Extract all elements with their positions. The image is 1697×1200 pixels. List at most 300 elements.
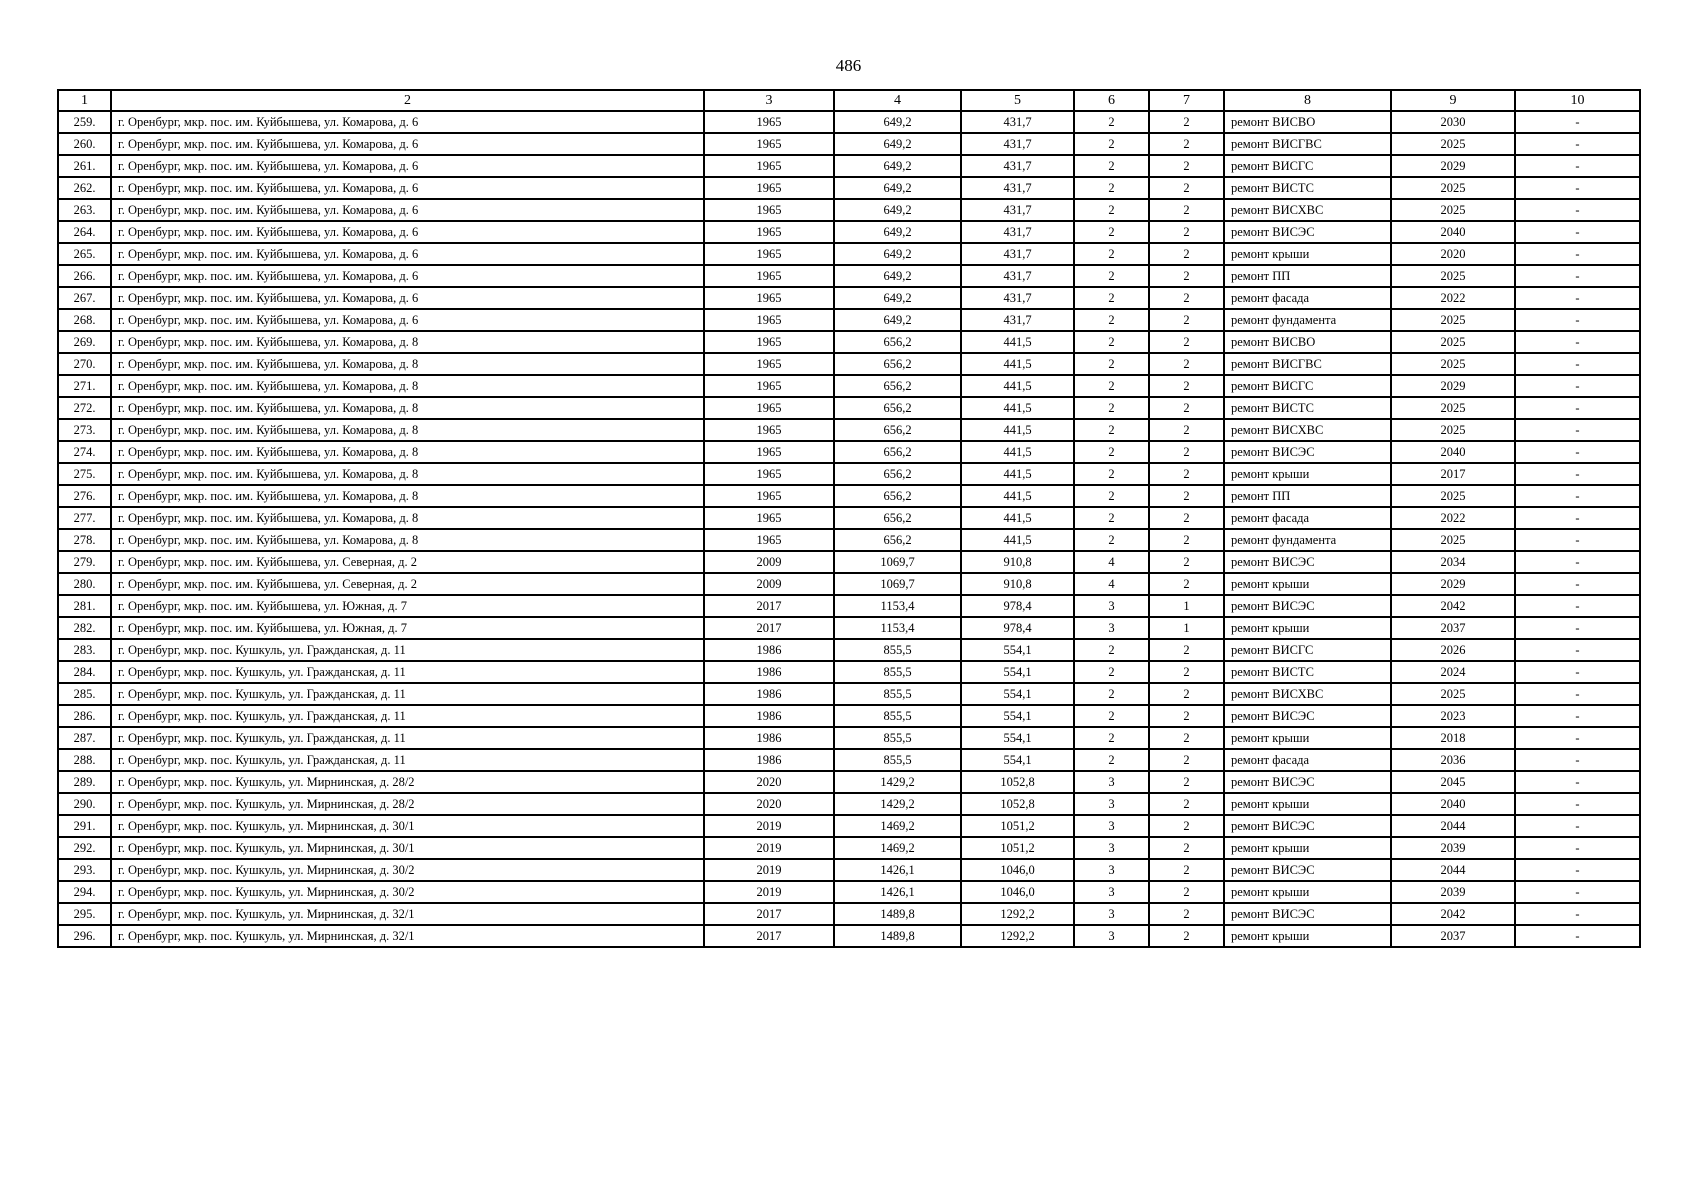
cell-living-area: 431,7 bbox=[961, 199, 1074, 221]
cell-row-number: 293. bbox=[58, 859, 111, 881]
cell-row-number: 278. bbox=[58, 529, 111, 551]
cell-floors: 2 bbox=[1074, 331, 1149, 353]
cell-entrances: 2 bbox=[1149, 375, 1224, 397]
cell-planned-year: 2025 bbox=[1391, 199, 1515, 221]
table-row bbox=[58, 485, 1640, 507]
table-body bbox=[58, 111, 1640, 947]
cell-address: г. Оренбург, мкр. пос. им. Куйбышева, ул. Комарова, д. 8 bbox=[111, 331, 704, 353]
cell-work-type: ремонт ВИСЭС bbox=[1224, 903, 1391, 925]
cell-planned-year: 2034 bbox=[1391, 551, 1515, 573]
cell-living-area: 441,5 bbox=[961, 419, 1074, 441]
cell-planned-year: 2025 bbox=[1391, 353, 1515, 375]
cell-note: - bbox=[1515, 375, 1640, 397]
cell-work-type: ремонт крыши bbox=[1224, 881, 1391, 903]
cell-note: - bbox=[1515, 265, 1640, 287]
cell-row-number: 289. bbox=[58, 771, 111, 793]
cell-address: г. Оренбург, мкр. пос. Кушкуль, ул. Гражданская, д. 11 bbox=[111, 749, 704, 771]
cell-total-area: 656,2 bbox=[834, 331, 961, 353]
cell-work-type: ремонт ВИСГС bbox=[1224, 155, 1391, 177]
cell-living-area: 441,5 bbox=[961, 375, 1074, 397]
cell-work-type: ремонт крыши bbox=[1224, 243, 1391, 265]
cell-entrances: 2 bbox=[1149, 771, 1224, 793]
cell-total-area: 855,5 bbox=[834, 639, 961, 661]
cell-floors: 2 bbox=[1074, 441, 1149, 463]
cell-total-area: 649,2 bbox=[834, 309, 961, 331]
cell-living-area: 1046,0 bbox=[961, 859, 1074, 881]
cell-living-area: 431,7 bbox=[961, 287, 1074, 309]
cell-note: - bbox=[1515, 749, 1640, 771]
cell-address: г. Оренбург, мкр. пос. им. Куйбышева, ул. Комарова, д. 8 bbox=[111, 529, 704, 551]
cell-work-type: ремонт крыши bbox=[1224, 837, 1391, 859]
cell-entrances: 2 bbox=[1149, 551, 1224, 573]
cell-floors: 2 bbox=[1074, 265, 1149, 287]
cell-total-area: 649,2 bbox=[834, 133, 961, 155]
cell-total-area: 1426,1 bbox=[834, 881, 961, 903]
cell-planned-year: 2040 bbox=[1391, 441, 1515, 463]
cell-address: г. Оренбург, мкр. пос. им. Куйбышева, ул. Южная, д. 7 bbox=[111, 617, 704, 639]
cell-year-built: 1965 bbox=[704, 133, 834, 155]
cell-entrances: 2 bbox=[1149, 441, 1224, 463]
cell-note: - bbox=[1515, 221, 1640, 243]
cell-planned-year: 2018 bbox=[1391, 727, 1515, 749]
cell-year-built: 2017 bbox=[704, 903, 834, 925]
cell-note: - bbox=[1515, 837, 1640, 859]
cell-address: г. Оренбург, мкр. пос. Кушкуль, ул. Гражданская, д. 11 bbox=[111, 639, 704, 661]
cell-row-number: 272. bbox=[58, 397, 111, 419]
cell-living-area: 1292,2 bbox=[961, 925, 1074, 947]
cell-row-number: 262. bbox=[58, 177, 111, 199]
cell-year-built: 1965 bbox=[704, 287, 834, 309]
cell-row-number: 275. bbox=[58, 463, 111, 485]
cell-planned-year: 2025 bbox=[1391, 177, 1515, 199]
cell-planned-year: 2025 bbox=[1391, 485, 1515, 507]
cell-total-area: 656,2 bbox=[834, 419, 961, 441]
cell-floors: 2 bbox=[1074, 287, 1149, 309]
cell-entrances: 2 bbox=[1149, 639, 1224, 661]
cell-note: - bbox=[1515, 793, 1640, 815]
cell-note: - bbox=[1515, 639, 1640, 661]
table-row bbox=[58, 881, 1640, 903]
cell-floors: 2 bbox=[1074, 155, 1149, 177]
table-row bbox=[58, 397, 1640, 419]
cell-planned-year: 2024 bbox=[1391, 661, 1515, 683]
cell-note: - bbox=[1515, 661, 1640, 683]
cell-floors: 2 bbox=[1074, 705, 1149, 727]
table-row bbox=[58, 177, 1640, 199]
cell-address: г. Оренбург, мкр. пос. им. Куйбышева, ул. Комарова, д. 6 bbox=[111, 243, 704, 265]
cell-entrances: 2 bbox=[1149, 661, 1224, 683]
cell-work-type: ремонт крыши bbox=[1224, 463, 1391, 485]
cell-row-number: 271. bbox=[58, 375, 111, 397]
cell-planned-year: 2037 bbox=[1391, 617, 1515, 639]
cell-work-type: ремонт крыши bbox=[1224, 925, 1391, 947]
cell-address: г. Оренбург, мкр. пос. Кушкуль, ул. Гражданская, д. 11 bbox=[111, 661, 704, 683]
cell-planned-year: 2020 bbox=[1391, 243, 1515, 265]
table-row bbox=[58, 529, 1640, 551]
cell-address: г. Оренбург, мкр. пос. им. Куйбышева, ул. Комарова, д. 6 bbox=[111, 133, 704, 155]
cell-note: - bbox=[1515, 771, 1640, 793]
cell-living-area: 554,1 bbox=[961, 683, 1074, 705]
cell-total-area: 656,2 bbox=[834, 353, 961, 375]
cell-floors: 3 bbox=[1074, 815, 1149, 837]
cell-row-number: 261. bbox=[58, 155, 111, 177]
table-header-row bbox=[58, 90, 1640, 111]
cell-note: - bbox=[1515, 881, 1640, 903]
table-row bbox=[58, 309, 1640, 331]
cell-row-number: 294. bbox=[58, 881, 111, 903]
cell-row-number: 267. bbox=[58, 287, 111, 309]
cell-floors: 2 bbox=[1074, 727, 1149, 749]
cell-total-area: 855,5 bbox=[834, 661, 961, 683]
cell-entrances: 2 bbox=[1149, 881, 1224, 903]
cell-planned-year: 2025 bbox=[1391, 265, 1515, 287]
cell-work-type: ремонт фундамента bbox=[1224, 309, 1391, 331]
cell-address: г. Оренбург, мкр. пос. им. Куйбышева, ул. Южная, д. 7 bbox=[111, 595, 704, 617]
table-row bbox=[58, 595, 1640, 617]
cell-living-area: 1051,2 bbox=[961, 837, 1074, 859]
cell-living-area: 431,7 bbox=[961, 133, 1074, 155]
cell-planned-year: 2025 bbox=[1391, 331, 1515, 353]
cell-floors: 3 bbox=[1074, 859, 1149, 881]
cell-year-built: 1965 bbox=[704, 331, 834, 353]
table-row bbox=[58, 903, 1640, 925]
cell-year-built: 2017 bbox=[704, 925, 834, 947]
cell-note: - bbox=[1515, 903, 1640, 925]
cell-row-number: 266. bbox=[58, 265, 111, 287]
column-header-9: 9 bbox=[1391, 90, 1515, 111]
cell-planned-year: 2042 bbox=[1391, 903, 1515, 925]
cell-note: - bbox=[1515, 617, 1640, 639]
cell-planned-year: 2026 bbox=[1391, 639, 1515, 661]
table-row bbox=[58, 683, 1640, 705]
cell-planned-year: 2037 bbox=[1391, 925, 1515, 947]
cell-floors: 2 bbox=[1074, 199, 1149, 221]
cell-year-built: 1965 bbox=[704, 529, 834, 551]
table-row bbox=[58, 507, 1640, 529]
cell-address: г. Оренбург, мкр. пос. Кушкуль, ул. Гражданская, д. 11 bbox=[111, 683, 704, 705]
cell-total-area: 656,2 bbox=[834, 463, 961, 485]
cell-year-built: 2019 bbox=[704, 859, 834, 881]
cell-floors: 2 bbox=[1074, 485, 1149, 507]
cell-entrances: 2 bbox=[1149, 837, 1224, 859]
cell-living-area: 431,7 bbox=[961, 265, 1074, 287]
cell-living-area: 554,1 bbox=[961, 705, 1074, 727]
cell-living-area: 1292,2 bbox=[961, 903, 1074, 925]
cell-address: г. Оренбург, мкр. пос. им. Куйбышева, ул. Комарова, д. 6 bbox=[111, 265, 704, 287]
cell-work-type: ремонт ВИСГС bbox=[1224, 375, 1391, 397]
cell-address: г. Оренбург, мкр. пос. Кушкуль, ул. Мирнинская, д. 30/2 bbox=[111, 859, 704, 881]
cell-address: г. Оренбург, мкр. пос. им. Куйбышева, ул. Северная, д. 2 bbox=[111, 551, 704, 573]
cell-address: г. Оренбург, мкр. пос. им. Куйбышева, ул. Комарова, д. 6 bbox=[111, 199, 704, 221]
cell-note: - bbox=[1515, 551, 1640, 573]
cell-year-built: 1965 bbox=[704, 309, 834, 331]
cell-note: - bbox=[1515, 727, 1640, 749]
cell-planned-year: 2044 bbox=[1391, 815, 1515, 837]
table-row bbox=[58, 353, 1640, 375]
cell-living-area: 441,5 bbox=[961, 529, 1074, 551]
cell-living-area: 554,1 bbox=[961, 727, 1074, 749]
cell-entrances: 2 bbox=[1149, 463, 1224, 485]
cell-entrances: 2 bbox=[1149, 397, 1224, 419]
cell-note: - bbox=[1515, 309, 1640, 331]
cell-work-type: ремонт ВИСГВС bbox=[1224, 133, 1391, 155]
cell-note: - bbox=[1515, 815, 1640, 837]
cell-total-area: 649,2 bbox=[834, 265, 961, 287]
cell-total-area: 649,2 bbox=[834, 221, 961, 243]
cell-year-built: 1965 bbox=[704, 375, 834, 397]
cell-work-type: ремонт крыши bbox=[1224, 617, 1391, 639]
cell-living-area: 910,8 bbox=[961, 551, 1074, 573]
cell-work-type: ремонт фасада bbox=[1224, 287, 1391, 309]
cell-row-number: 287. bbox=[58, 727, 111, 749]
cell-floors: 2 bbox=[1074, 463, 1149, 485]
cell-living-area: 554,1 bbox=[961, 749, 1074, 771]
cell-row-number: 284. bbox=[58, 661, 111, 683]
cell-year-built: 2009 bbox=[704, 573, 834, 595]
column-header-4: 4 bbox=[834, 90, 961, 111]
table-row bbox=[58, 155, 1640, 177]
cell-work-type: ремонт ПП bbox=[1224, 265, 1391, 287]
cell-note: - bbox=[1515, 287, 1640, 309]
cell-planned-year: 2029 bbox=[1391, 375, 1515, 397]
cell-address: г. Оренбург, мкр. пос. Кушкуль, ул. Мирнинская, д. 28/2 bbox=[111, 771, 704, 793]
cell-year-built: 1986 bbox=[704, 639, 834, 661]
cell-planned-year: 2025 bbox=[1391, 397, 1515, 419]
cell-living-area: 441,5 bbox=[961, 353, 1074, 375]
cell-note: - bbox=[1515, 331, 1640, 353]
cell-floors: 2 bbox=[1074, 243, 1149, 265]
cell-year-built: 1965 bbox=[704, 265, 834, 287]
cell-floors: 2 bbox=[1074, 221, 1149, 243]
cell-living-area: 1052,8 bbox=[961, 771, 1074, 793]
cell-planned-year: 2040 bbox=[1391, 793, 1515, 815]
cell-year-built: 2020 bbox=[704, 793, 834, 815]
cell-note: - bbox=[1515, 705, 1640, 727]
cell-entrances: 2 bbox=[1149, 903, 1224, 925]
cell-work-type: ремонт фасада bbox=[1224, 749, 1391, 771]
table-row bbox=[58, 727, 1640, 749]
cell-address: г. Оренбург, мкр. пос. им. Куйбышева, ул. Комарова, д. 8 bbox=[111, 485, 704, 507]
cell-living-area: 441,5 bbox=[961, 485, 1074, 507]
cell-entrances: 2 bbox=[1149, 727, 1224, 749]
cell-total-area: 855,5 bbox=[834, 727, 961, 749]
table-row bbox=[58, 661, 1640, 683]
page-number: 486 bbox=[835, 56, 862, 75]
cell-year-built: 2019 bbox=[704, 881, 834, 903]
cell-planned-year: 2025 bbox=[1391, 133, 1515, 155]
cell-total-area: 656,2 bbox=[834, 441, 961, 463]
cell-entrances: 2 bbox=[1149, 111, 1224, 133]
cell-living-area: 978,4 bbox=[961, 617, 1074, 639]
cell-address: г. Оренбург, мкр. пос. Кушкуль, ул. Гражданская, д. 11 bbox=[111, 727, 704, 749]
table-row bbox=[58, 133, 1640, 155]
cell-total-area: 1489,8 bbox=[834, 925, 961, 947]
cell-row-number: 263. bbox=[58, 199, 111, 221]
cell-row-number: 279. bbox=[58, 551, 111, 573]
cell-entrances: 2 bbox=[1149, 683, 1224, 705]
cell-floors: 2 bbox=[1074, 661, 1149, 683]
cell-living-area: 978,4 bbox=[961, 595, 1074, 617]
cell-planned-year: 2029 bbox=[1391, 573, 1515, 595]
cell-note: - bbox=[1515, 529, 1640, 551]
cell-row-number: 280. bbox=[58, 573, 111, 595]
table-row bbox=[58, 925, 1640, 947]
cell-living-area: 1051,2 bbox=[961, 815, 1074, 837]
cell-living-area: 441,5 bbox=[961, 331, 1074, 353]
column-header-5: 5 bbox=[961, 90, 1074, 111]
cell-address: г. Оренбург, мкр. пос. им. Куйбышева, ул. Комарова, д. 6 bbox=[111, 155, 704, 177]
cell-work-type: ремонт ВИСВО bbox=[1224, 331, 1391, 353]
cell-planned-year: 2045 bbox=[1391, 771, 1515, 793]
cell-note: - bbox=[1515, 463, 1640, 485]
cell-address: г. Оренбург, мкр. пос. им. Куйбышева, ул. Комарова, д. 8 bbox=[111, 441, 704, 463]
cell-year-built: 2019 bbox=[704, 815, 834, 837]
cell-work-type: ремонт крыши bbox=[1224, 727, 1391, 749]
cell-note: - bbox=[1515, 111, 1640, 133]
cell-work-type: ремонт ВИСГВС bbox=[1224, 353, 1391, 375]
cell-work-type: ремонт ПП bbox=[1224, 485, 1391, 507]
cell-living-area: 431,7 bbox=[961, 221, 1074, 243]
cell-row-number: 281. bbox=[58, 595, 111, 617]
cell-address: г. Оренбург, мкр. пос. им. Куйбышева, ул. Комарова, д. 6 bbox=[111, 309, 704, 331]
table-row bbox=[58, 221, 1640, 243]
cell-note: - bbox=[1515, 397, 1640, 419]
cell-work-type: ремонт крыши bbox=[1224, 793, 1391, 815]
table-row bbox=[58, 419, 1640, 441]
cell-floors: 3 bbox=[1074, 595, 1149, 617]
cell-total-area: 656,2 bbox=[834, 397, 961, 419]
table-row bbox=[58, 243, 1640, 265]
cell-note: - bbox=[1515, 177, 1640, 199]
cell-planned-year: 2040 bbox=[1391, 221, 1515, 243]
cell-entrances: 2 bbox=[1149, 155, 1224, 177]
cell-work-type: ремонт ВИСЭС bbox=[1224, 441, 1391, 463]
repair-schedule-table bbox=[57, 89, 1641, 948]
column-header-3: 3 bbox=[704, 90, 834, 111]
cell-row-number: 269. bbox=[58, 331, 111, 353]
cell-floors: 2 bbox=[1074, 309, 1149, 331]
cell-row-number: 276. bbox=[58, 485, 111, 507]
cell-living-area: 431,7 bbox=[961, 111, 1074, 133]
cell-work-type: ремонт ВИСТС bbox=[1224, 661, 1391, 683]
cell-work-type: ремонт ВИСЭС bbox=[1224, 595, 1391, 617]
cell-note: - bbox=[1515, 243, 1640, 265]
cell-floors: 3 bbox=[1074, 903, 1149, 925]
cell-living-area: 1046,0 bbox=[961, 881, 1074, 903]
cell-row-number: 292. bbox=[58, 837, 111, 859]
cell-address: г. Оренбург, мкр. пос. Кушкуль, ул. Мирнинская, д. 30/2 bbox=[111, 881, 704, 903]
cell-floors: 3 bbox=[1074, 771, 1149, 793]
cell-planned-year: 2039 bbox=[1391, 881, 1515, 903]
cell-work-type: ремонт ВИСЭС bbox=[1224, 221, 1391, 243]
cell-floors: 3 bbox=[1074, 617, 1149, 639]
cell-work-type: ремонт ВИСЭС bbox=[1224, 771, 1391, 793]
cell-work-type: ремонт фасада bbox=[1224, 507, 1391, 529]
cell-planned-year: 2025 bbox=[1391, 529, 1515, 551]
cell-floors: 2 bbox=[1074, 375, 1149, 397]
cell-total-area: 649,2 bbox=[834, 243, 961, 265]
cell-floors: 2 bbox=[1074, 397, 1149, 419]
cell-entrances: 2 bbox=[1149, 573, 1224, 595]
cell-living-area: 554,1 bbox=[961, 661, 1074, 683]
cell-year-built: 1965 bbox=[704, 507, 834, 529]
table-row bbox=[58, 639, 1640, 661]
cell-entrances: 2 bbox=[1149, 331, 1224, 353]
table-row bbox=[58, 749, 1640, 771]
cell-floors: 2 bbox=[1074, 529, 1149, 551]
cell-living-area: 441,5 bbox=[961, 441, 1074, 463]
cell-living-area: 441,5 bbox=[961, 397, 1074, 419]
cell-total-area: 1469,2 bbox=[834, 837, 961, 859]
cell-note: - bbox=[1515, 595, 1640, 617]
cell-entrances: 2 bbox=[1149, 925, 1224, 947]
cell-note: - bbox=[1515, 507, 1640, 529]
cell-address: г. Оренбург, мкр. пос. им. Куйбышева, ул. Комарова, д. 6 bbox=[111, 111, 704, 133]
cell-work-type: ремонт ВИСХВС bbox=[1224, 419, 1391, 441]
cell-living-area: 431,7 bbox=[961, 155, 1074, 177]
cell-floors: 2 bbox=[1074, 133, 1149, 155]
cell-address: г. Оренбург, мкр. пос. им. Куйбышева, ул. Комарова, д. 8 bbox=[111, 397, 704, 419]
cell-address: г. Оренбург, мкр. пос. Кушкуль, ул. Мирнинская, д. 28/2 bbox=[111, 793, 704, 815]
cell-entrances: 2 bbox=[1149, 529, 1224, 551]
column-header-10: 10 bbox=[1515, 90, 1640, 111]
cell-address: г. Оренбург, мкр. пос. им. Куйбышева, ул. Комарова, д. 8 bbox=[111, 375, 704, 397]
table-row bbox=[58, 617, 1640, 639]
cell-planned-year: 2025 bbox=[1391, 419, 1515, 441]
cell-row-number: 283. bbox=[58, 639, 111, 661]
cell-row-number: 291. bbox=[58, 815, 111, 837]
cell-entrances: 2 bbox=[1149, 199, 1224, 221]
cell-entrances: 2 bbox=[1149, 705, 1224, 727]
cell-entrances: 2 bbox=[1149, 815, 1224, 837]
cell-year-built: 1965 bbox=[704, 485, 834, 507]
cell-entrances: 1 bbox=[1149, 595, 1224, 617]
cell-note: - bbox=[1515, 419, 1640, 441]
cell-year-built: 1965 bbox=[704, 199, 834, 221]
cell-year-built: 1986 bbox=[704, 683, 834, 705]
table-row bbox=[58, 111, 1640, 133]
cell-year-built: 1986 bbox=[704, 661, 834, 683]
cell-row-number: 288. bbox=[58, 749, 111, 771]
cell-row-number: 260. bbox=[58, 133, 111, 155]
cell-total-area: 1426,1 bbox=[834, 859, 961, 881]
cell-entrances: 2 bbox=[1149, 177, 1224, 199]
cell-total-area: 855,5 bbox=[834, 749, 961, 771]
cell-note: - bbox=[1515, 199, 1640, 221]
cell-total-area: 649,2 bbox=[834, 287, 961, 309]
cell-total-area: 1469,2 bbox=[834, 815, 961, 837]
cell-note: - bbox=[1515, 353, 1640, 375]
cell-total-area: 649,2 bbox=[834, 111, 961, 133]
cell-year-built: 2017 bbox=[704, 595, 834, 617]
cell-address: г. Оренбург, мкр. пос. им. Куйбышева, ул. Комарова, д. 6 bbox=[111, 177, 704, 199]
cell-year-built: 2019 bbox=[704, 837, 834, 859]
cell-note: - bbox=[1515, 133, 1640, 155]
cell-living-area: 554,1 bbox=[961, 639, 1074, 661]
column-header-7: 7 bbox=[1149, 90, 1224, 111]
table-row bbox=[58, 287, 1640, 309]
table-row bbox=[58, 573, 1640, 595]
cell-planned-year: 2029 bbox=[1391, 155, 1515, 177]
cell-living-area: 431,7 bbox=[961, 177, 1074, 199]
column-header-8: 8 bbox=[1224, 90, 1391, 111]
cell-work-type: ремонт ВИСЭС bbox=[1224, 859, 1391, 881]
cell-floors: 2 bbox=[1074, 177, 1149, 199]
cell-row-number: 259. bbox=[58, 111, 111, 133]
cell-total-area: 1429,2 bbox=[834, 793, 961, 815]
cell-work-type: ремонт крыши bbox=[1224, 573, 1391, 595]
table-row bbox=[58, 837, 1640, 859]
